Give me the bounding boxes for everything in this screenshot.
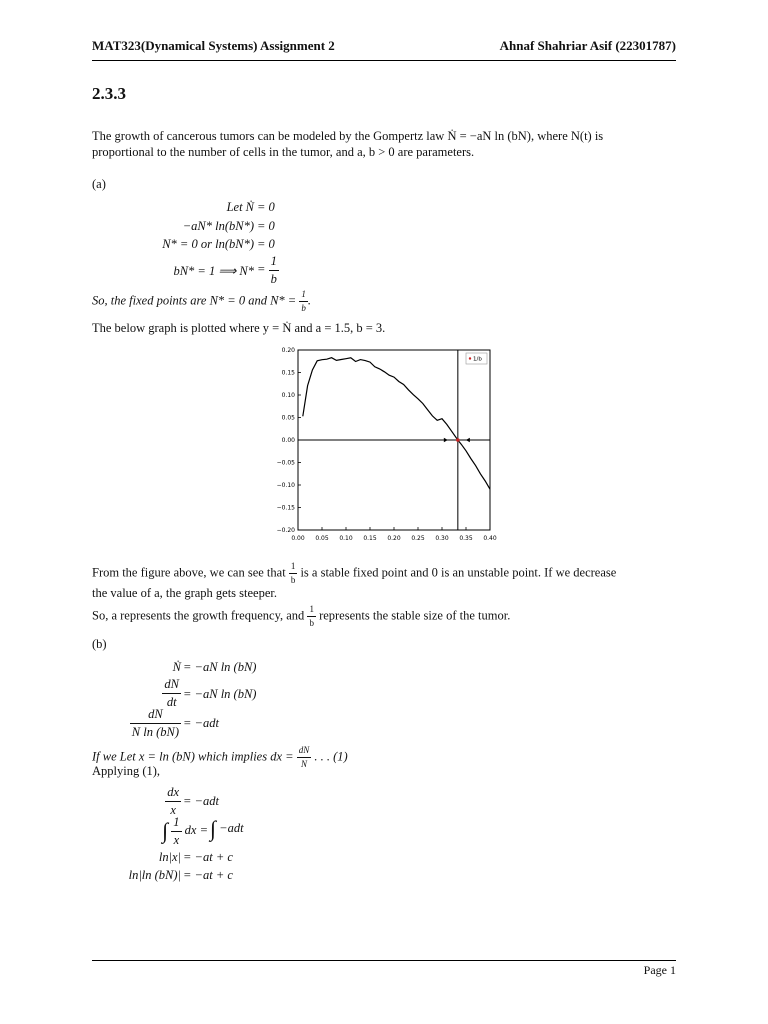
- eq-b3-rhs: = −adt: [183, 716, 219, 730]
- y-tick-label: −0.20: [276, 527, 295, 534]
- discussion-paragraph-1: [92, 562, 682, 601]
- eq-a3-lhs: N* = 0 or ln(bN*): [162, 237, 254, 251]
- eq-b4-lhs: $\frac{dx}{x}$: [167, 785, 179, 817]
- y-tick-label: 0.15: [281, 369, 295, 377]
- fixed-points-sentence: So, the fixed points are N* = 0 and N* = $\frac{1}{b}$ .: [92, 289, 311, 313]
- fixed-point-marker: [456, 438, 460, 442]
- header-author: Ahnaf Shahriar Asif (22301787): [499, 38, 676, 53]
- integral-sign-icon-2: ∫: [210, 816, 217, 841]
- graph-caption: The below graph is plotted where y = Ṅ and a = 1.5, b = 3.: [92, 321, 386, 335]
- eq-b6-lhs: ln|x|: [158, 850, 181, 864]
- eq-b3-lhs: $\frac{dN}{\text{N ln (bN)}}$: [131, 707, 179, 739]
- discussion-line-1: From the figure above, we can see that $\frac{1}{b}$ is a stable fixed point and 0 is an unstable point. If we decrease: [92, 561, 617, 585]
- legend-label: 1/b: [473, 356, 482, 363]
- eq-b1-lhs: Ṅ: [172, 660, 181, 674]
- eq-b2-lhs: $\frac{dN}{dt}$: [164, 677, 179, 709]
- x-tick-label: 0.05: [315, 535, 329, 542]
- part-b-label: (b): [92, 637, 107, 651]
- eq-a2-rhs: = 0: [257, 219, 275, 233]
- eq-b2-rhs: = −aN ln (bN): [183, 687, 257, 701]
- eq-a1-rhs: = 0: [257, 200, 275, 214]
- flow-arrow-right-icon: [444, 438, 448, 442]
- integral-sign-icon: ∫: [162, 818, 169, 843]
- y-tick-label: 0.20: [281, 347, 295, 354]
- eq-b6-rhs: = −at + c: [183, 850, 233, 864]
- x-tick-label: 0.40: [483, 535, 497, 542]
- intro-line-1: The growth of cancerous tumors can be modeled by the Gompertz law Ṅ = −aN ln (bN), where N(t) is: [92, 129, 604, 143]
- legend-marker: [469, 357, 471, 359]
- eq-b4-rhs: = −adt: [183, 794, 219, 808]
- eq-b5-lhs: ∫ $\frac{1}{x}$ dx =: [162, 815, 208, 847]
- eq-a4-fraction: $\frac{1}{b}$: [270, 254, 277, 286]
- y-tick-label: 0.10: [281, 392, 295, 399]
- x-tick-label: 0.00: [291, 535, 305, 542]
- eq-b7-rhs: = −at + c: [183, 868, 233, 882]
- x-tick-label: 0.20: [387, 535, 401, 542]
- x-tick-label: 0.35: [459, 535, 473, 542]
- flow-arrow-left-icon: [466, 438, 470, 442]
- x-tick-label: 0.25: [411, 535, 425, 542]
- y-tick-label: −0.10: [276, 482, 295, 489]
- intro-paragraph: [92, 128, 682, 160]
- fixed-points-fraction: $\frac{1}{b}$: [301, 289, 306, 313]
- eq-b5-rhs: ∫ −adt: [210, 816, 244, 841]
- gompertz-curve: [303, 358, 490, 490]
- footer-rule: [92, 960, 676, 961]
- x-tick-label: 0.10: [339, 535, 353, 542]
- substitution-sentence: If we Let x = ln (bN) which implies dx = $\frac{dN}{N}$ . . . (1): [92, 745, 348, 769]
- discussion-paragraph-2: So, a represents the growth frequency, and $\frac{1}{b}$ represents the stable size of the tumor.: [92, 604, 511, 628]
- eq-b1-rhs: = −aN ln (bN): [183, 660, 257, 674]
- eq-b7-lhs: ln|ln (bN)|: [128, 868, 181, 882]
- eq-a3-rhs: = 0: [257, 237, 275, 251]
- y-tick-label: −0.15: [276, 504, 295, 512]
- section-title: 2.3.3: [92, 84, 126, 103]
- x-tick-label: 0.30: [435, 535, 449, 542]
- header-rule: [92, 60, 676, 61]
- applying-line: Applying (1),: [92, 764, 161, 778]
- eq-a1-lhs: Let Ṅ: [226, 200, 254, 214]
- part-a-label: (a): [92, 177, 106, 191]
- page-header: [92, 38, 676, 60]
- header-course-title: MAT323(Dynamical Systems) Assignment 2: [92, 38, 335, 53]
- discussion-line-2: the value of a, the graph gets steeper.: [92, 586, 277, 600]
- eq-a2-lhs: −aN* ln(bN*): [182, 219, 254, 233]
- discussion-fraction-2: $\frac{1}{b}$: [309, 604, 314, 628]
- substitution-fraction: $\frac{dN}{N}$: [298, 745, 310, 769]
- y-tick-label: 0.00: [281, 437, 295, 444]
- y-tick-label: 0.05: [281, 414, 295, 422]
- discussion-fraction-1: $\frac{1}{b}$: [290, 561, 296, 585]
- chart-svg: [268, 342, 500, 548]
- y-tick-label: −0.05: [276, 459, 295, 467]
- intro-line-2: proportional to the number of cells in the tumor, and a, b > 0 are parameters.: [92, 145, 475, 159]
- x-tick-label: 0.15: [363, 535, 377, 542]
- eq-a4-rhs: = $\frac{1}{b}$: [257, 254, 277, 286]
- page-number: Page 1: [643, 963, 676, 977]
- gompertz-chart: [268, 342, 500, 548]
- eq-a4-lhs: bN* = 1 ⟹ N*: [173, 264, 254, 278]
